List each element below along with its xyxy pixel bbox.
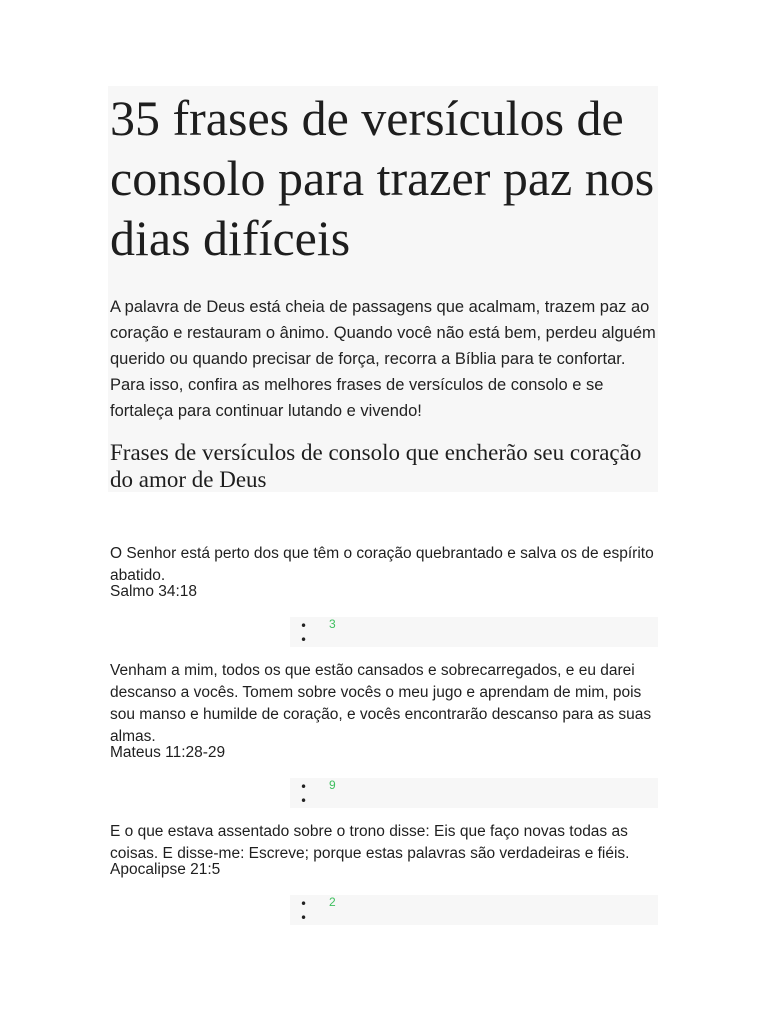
bullet-icon: •	[300, 633, 308, 647]
verse-action-bar	[290, 617, 658, 647]
verse-text: O Senhor está perto dos que têm o coração quebrantado e salva os de espírito abatido.	[110, 545, 654, 584]
bullet-icon: •	[300, 619, 308, 633]
verse-reference: Mateus 11:28-29	[110, 744, 226, 761]
bullet-icon: •	[300, 780, 308, 794]
verse-reference: Salmo 34:18	[110, 583, 198, 600]
like-count[interactable]: 2	[329, 895, 336, 909]
intro-paragraph: A palavra de Deus está cheia de passagens que acalmam, trazem paz ao coração e restauram o ânimo. Quando você não está bem, perdeu alguém querido ou quando precisar de força, recorra a Bíblia para te confortar. Para isso, confira as melhores frases de versículos de consolo e se fortaleça para continuar lutando e vivendo!	[110, 298, 656, 420]
verse-reference: Apocalipse 21:5	[110, 861, 221, 878]
section-subtitle: Frases de versículos de consolo que encherão seu coração do amor de Deus	[110, 440, 642, 492]
like-count[interactable]: 9	[329, 778, 336, 792]
page-title: 35 frases de versículos de consolo para trazer paz nos dias difíceis	[110, 90, 655, 266]
bullet-icon: •	[300, 794, 308, 808]
like-count[interactable]: 3	[329, 617, 336, 631]
bullet-icon: •	[300, 911, 308, 925]
verse-text: Venham a mim, todos os que estão cansados e sobrecarregados, e eu darei descanso a vocês. Tomem sobre vocês o meu jugo e aprendam de mim, pois sou manso e humilde de coração, e vocês encontrarão descanso para as suas almas.	[110, 662, 652, 745]
verse-action-bar	[290, 895, 658, 925]
verse-action-bar	[290, 778, 658, 808]
bullet-icon: •	[300, 897, 308, 911]
verse-text: E o que estava assentado sobre o trono disse: Eis que faço novas todas as coisas. E disse-me: Escreve; porque estas palavras são verdadeiras e fiéis.	[110, 823, 630, 862]
